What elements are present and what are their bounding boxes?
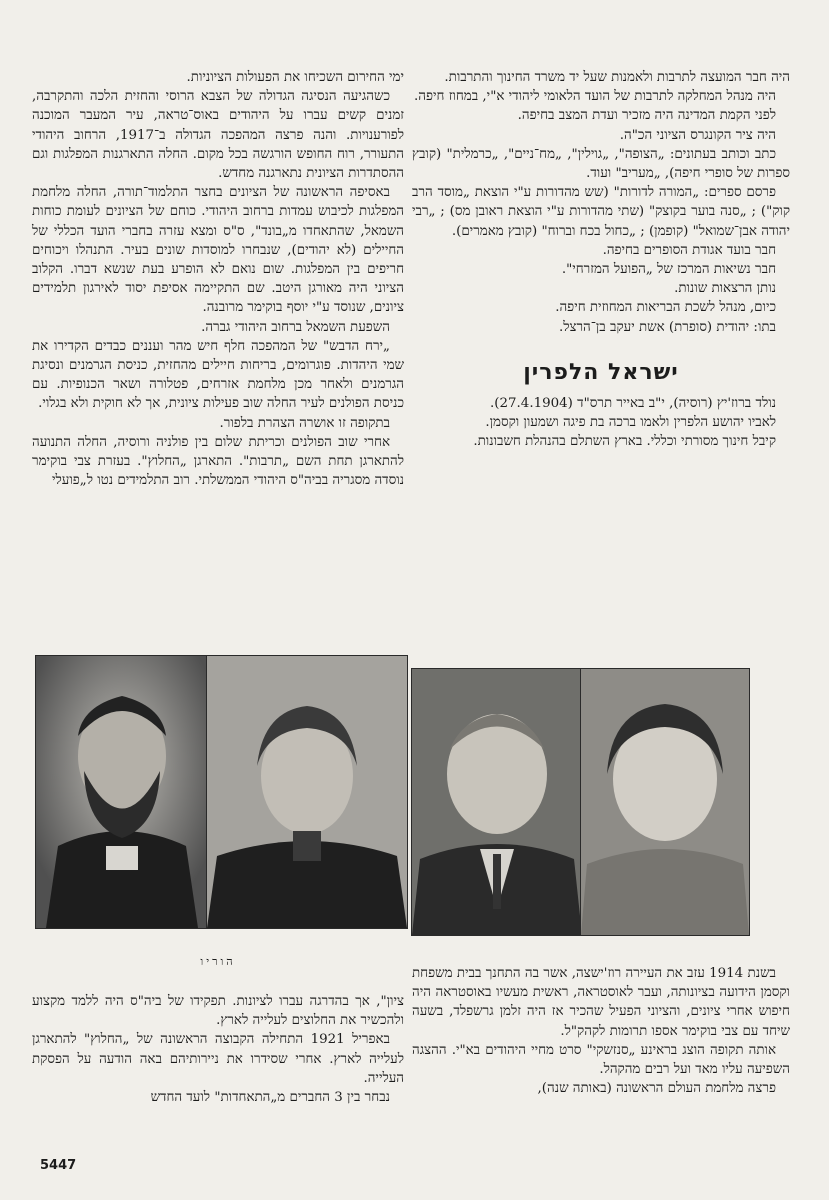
- paragraph: כתב וכותב בעתונים: „הצופה", „גוילין", „מח־ניים", „כרמלית" (קובץ ספרות של סופרי חיפה), „מעריב" ועוד.: [412, 146, 790, 182]
- paragraph: באסיפה הראשונה של הציונים בחצר התלמוד־תורה, החלה מלחמת המפלגות לכיבוש עמדות ברחוב היהודי. כוחם של הציונים לעומת כוחות השמאל, שהתאחדו מ„בונד", ס"ס ומצא עזרה בחברי הועד הכללי של החיילים (לא יהודים), שנבחרו למוסדות שונים בעיר. התנהלו ויכוחים חריפים בין המפלגות. שום נואם לא הופרע בעת שנשא דברו. הקלוב הציוני היה מאורגן היטב. שם התקיימה אסיפת יסוד לאירגון תלמידים ציונים, שנוסד ע"י יוסף בוקימר מרובנה.: [32, 185, 404, 316]
- portrait-photo-man-suit: [411, 668, 583, 936]
- portrait-photo-woman: [206, 655, 408, 929]
- left-column-bottom: [32, 992, 404, 1107]
- paragraph: היה מנהל המחלקה לתרבות של הועד הלאומי ליהודי א"י, במחוז חיפה.: [414, 89, 776, 105]
- portrait-photo-woman-older: [580, 668, 750, 936]
- left-column-top: [32, 68, 404, 490]
- paragraph: היה חבר המועצה לתרבות ולאמנות שעל יד משרד החינוך והתרבות.: [444, 70, 790, 85]
- right-column-bottom: [412, 964, 790, 1098]
- paragraph: אחרי שוב הפולנים וכריתת שלום בין פולניה ורוסיה, החלה התנועה להתארגן תחת השם „תרבות". התארגן „החלוץ". בעזרת צבי בוקימר נוסדה מסגריה בביה"ס היהודי הממשלתי. רוב התלמידים נטו ל„פועלי: [32, 434, 404, 489]
- paragraph: בתו: יהודית (סופרת) אשת יעקב בן־הרצל.: [558, 319, 776, 335]
- paragraph: בתקופה זו אושרה הצהרת בלפור.: [219, 415, 390, 431]
- paragraph: ימי החירום השכיחו את הפעולות הציוניות.: [186, 70, 404, 85]
- paragraph: השפעת השמאל ברחוב היהודי גברה.: [201, 319, 390, 335]
- right-column-top: [412, 68, 790, 452]
- paragraph: נולד ברוז'יץ (רוסיה), י"ב באייר תרס"ד (27.4.1904).: [490, 396, 776, 412]
- paragraph: קיבל חינוך מסורתי וכללי. בארץ השתלם בהנהלת חשבונות.: [473, 434, 776, 450]
- photo-caption: הוריו: [200, 955, 236, 968]
- paragraph: פרצה מלחמת העולם הראשונה (באותה שנה),: [537, 1081, 776, 1097]
- paragraph: פרסם ספרים: „המורה לדורות" (שש מהדורות ע"י הוצאת „מוסד הרב קוק") ; „סנה בוער בקוצק" (שתי מהדורות ע"י הוצאת ראובן מס) ; „רבי יהודה אבן־שמואל" (קופמן) ; „כחול בכח וברוח" (קובץ מאמרים).: [412, 185, 790, 239]
- page-number: 5447: [40, 1158, 77, 1173]
- paragraph: לאביו יהושע הלפרין ולאמו ברכה בת פיגה ושמעון וקסמן.: [485, 415, 776, 431]
- paragraph: בשנת 1914 עזב את העיירה רוז'ישצה, אשר בה התחנך בבית משפחת וקסמן הידועה בציונותה, ועבר לאוסטראה, ראשית מעשיו באוסטראה היה חיפוש אחרי ציונים, והציוני הפעיל שהכיר אז היה זלמן גרשפלד, בשעה שיחד עם צבי בוקימר אספו תרומות לקהק"ל.: [412, 966, 790, 1039]
- paragraph: אותה תקופה הוצג בראינע „סנזשקי" סרט מחיי היהודים בא"י. ההצגה השפיעה עליו מאד ועל רבים מהקהל.: [412, 1042, 790, 1078]
- paragraph: „ירח הדבש" של המהפכה חלף חיש מהר ועננים כבדים הקדירו את שמי היהדות. פוגרומים, בריחות חיילים מהחזית, כניסת הגרמנים ונסיגת הגרמנים ולאחר מכן מלחמת אזרחים, פטלורה ושאר הכנופיות. עם כניסת הפולנים לעיר החלה שוב פעילות ציונית, אך לא חוקית ולא בגלוי.: [32, 338, 404, 412]
- paragraph: ציון", אך בהדרגה עברו לציונות. תפקידו של ביה"ס היה ללמד מקצוע ולהכשיר את החלוצים לעלייה לארץ.: [32, 994, 404, 1029]
- section-heading: ישראל הלפרין: [523, 359, 679, 385]
- paragraph: כשהגיעה הנסיגה הגדולה של הצבא הרוסי והחזית הלכה והתקרבה, זמנים קשים עברו על היהודים באוס־טראה, עיר המעבר המוכנה לפורענויות. והנה פרצה המהפכה הגדולה ב־1917, הרחוב היהודי התעורר, רוח החופש הורגשה בכל מקום. החלה התארגנות המפלגות וגם ההסתדרות הציונית נתארגנה מחדש.: [32, 89, 404, 182]
- paragraph: חבר נשיאות המרכז של „הפועל המזרחי".: [561, 262, 776, 278]
- paragraph: כיום, מנהל לשכת הבריאות המחוזית חיפה.: [555, 300, 776, 316]
- paragraph: חבר בועד אגודת הסופרים בחיפה.: [602, 242, 776, 258]
- paragraph: היה ציר הקונגרס הציוני הכ"ה.: [619, 127, 776, 143]
- portrait-photo-man-beard: [35, 655, 209, 929]
- paragraph: נותן הרצאות שונות.: [674, 281, 776, 297]
- paragraph: לפני הקמת המדינה היה מזכיר ועדת המצב בחיפה.: [517, 108, 776, 124]
- paragraph: נבחר בין 3 החברים מ„התאחדות" לועד החדש: [150, 1090, 390, 1106]
- paragraph: באפריל 1921 התחילה הקבוצה הראשונה של „החלוץ" להתארגן לעלייה לארץ. אחרי שסידרו את ניירותיהם באה הודעה על הפסקת העלייה.: [32, 1032, 404, 1086]
